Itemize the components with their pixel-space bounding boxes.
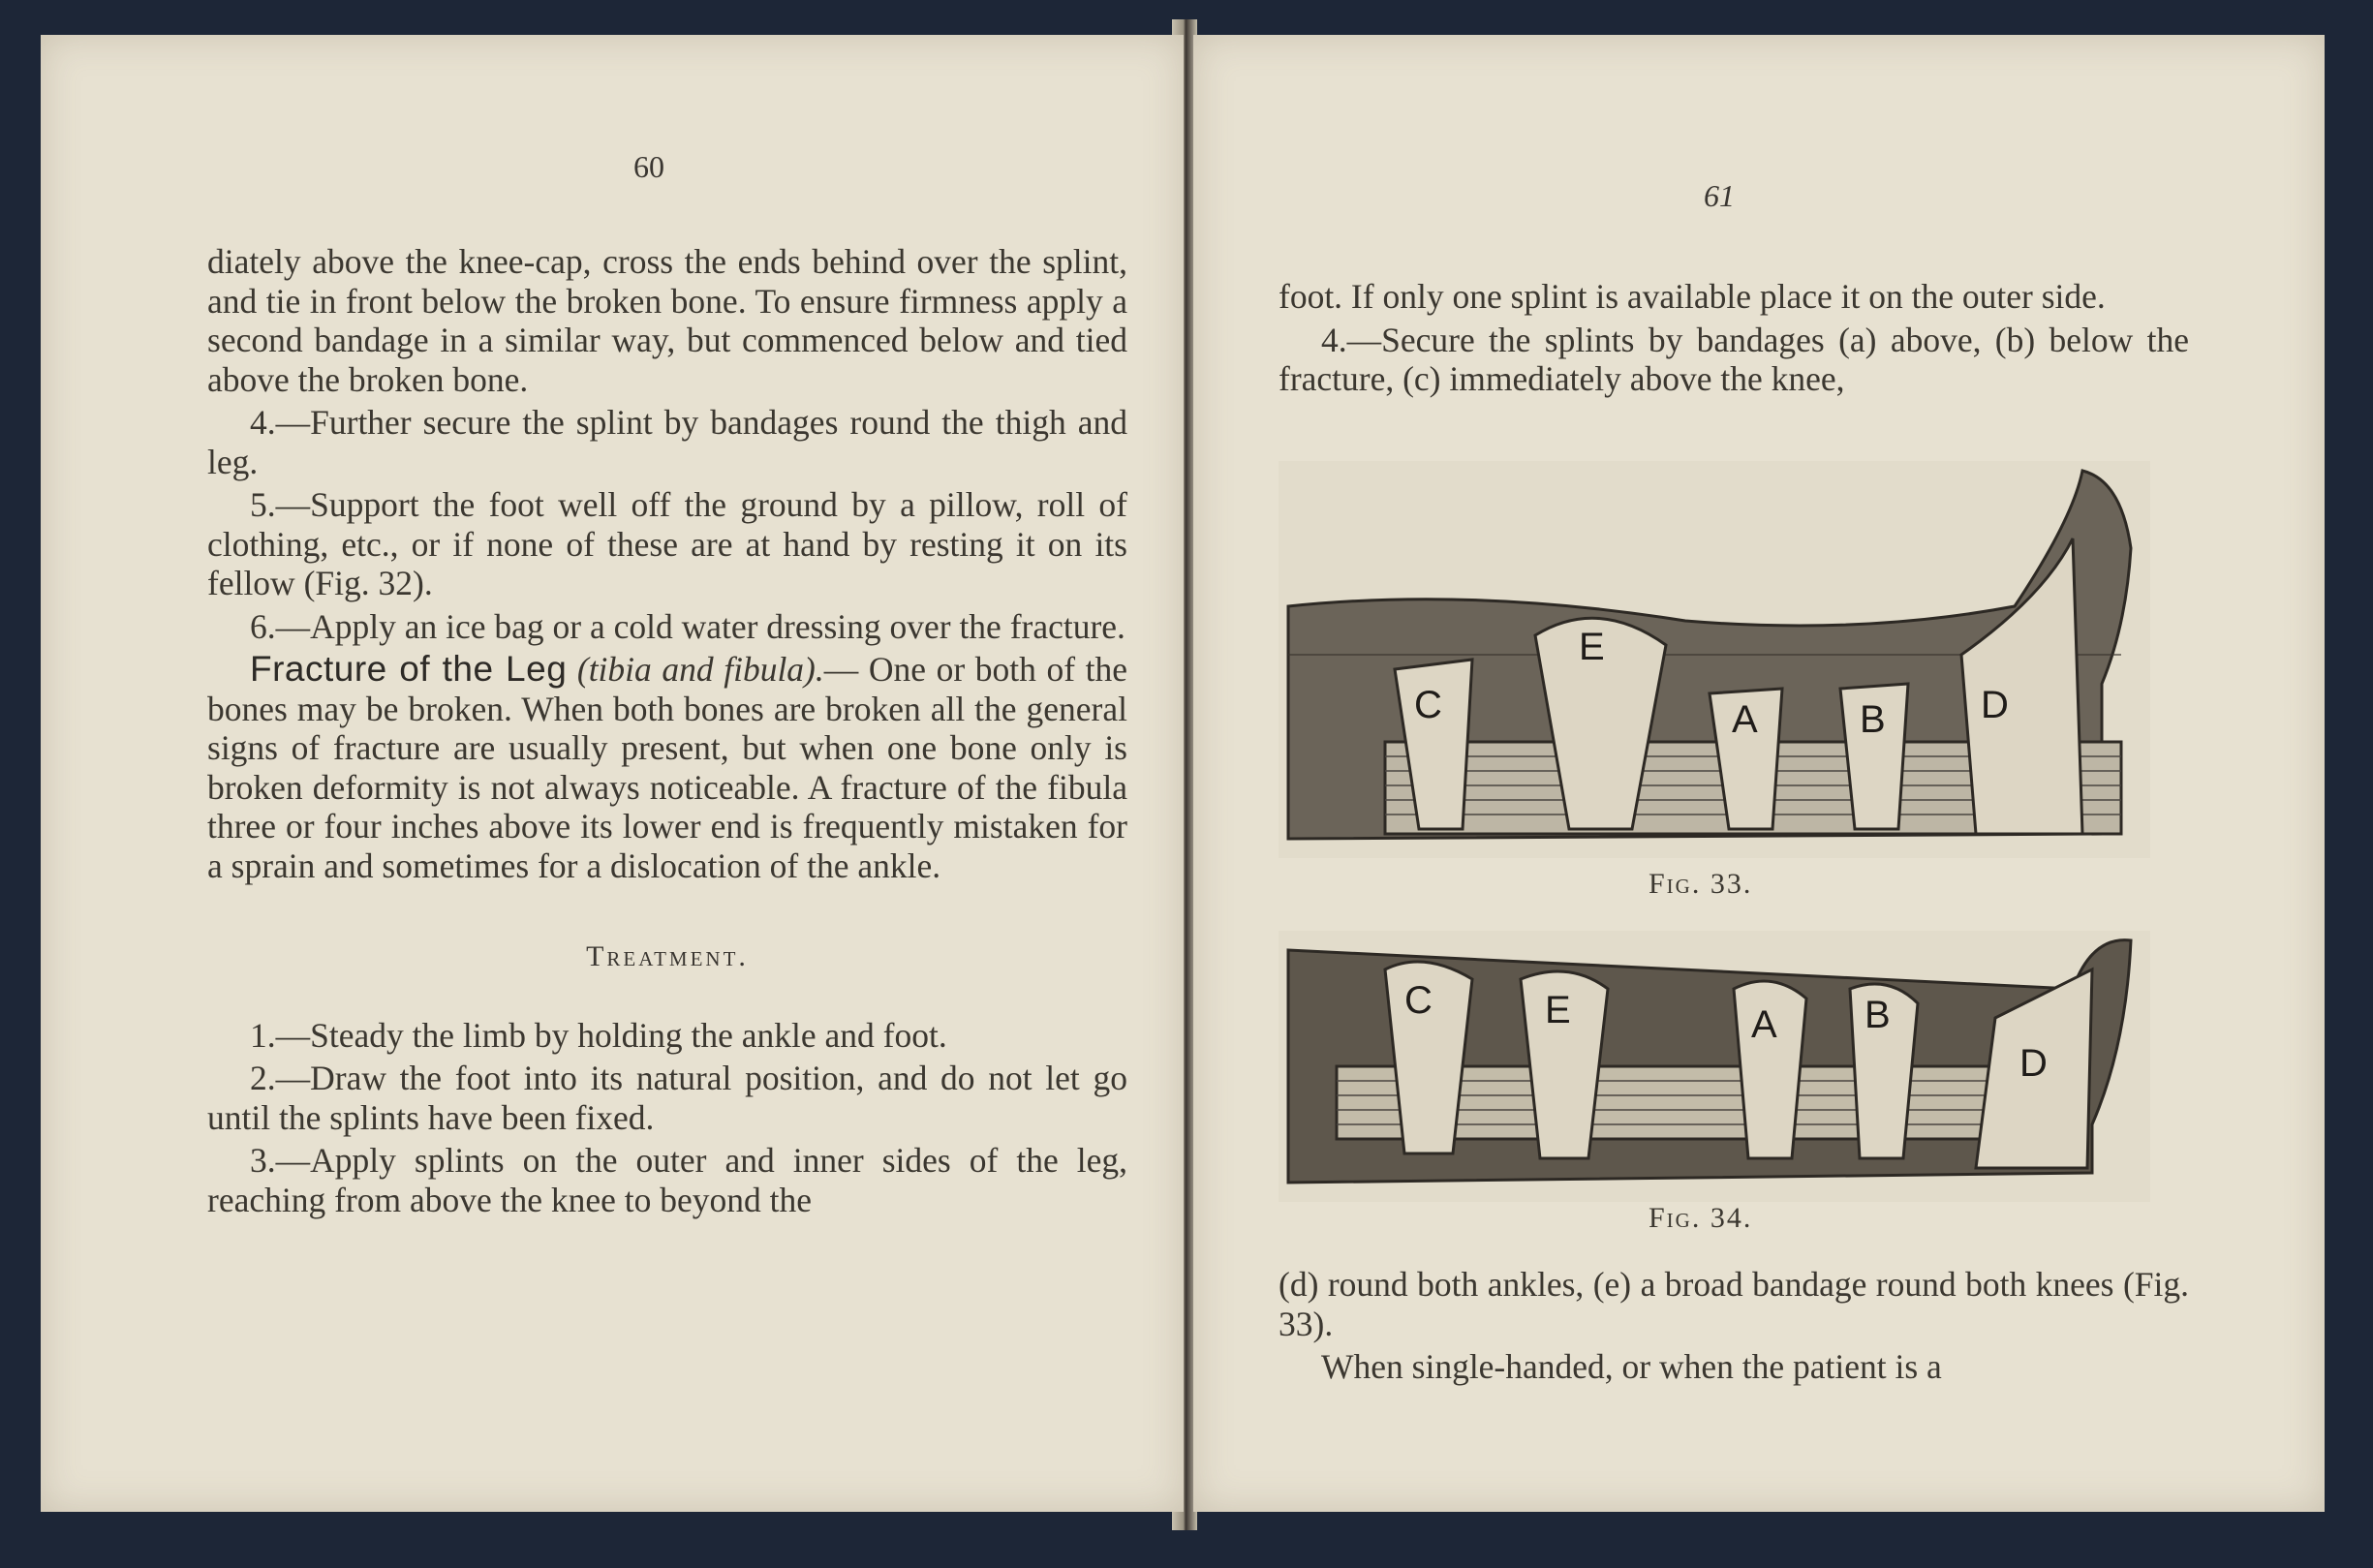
section-heading-italic: (tibia and fibula). [576,650,824,689]
paragraph-foot: foot. If only one splint is available place it on the outer side. [1279,277,2106,316]
figure-33-illustration [1279,461,2150,858]
treatment-step-2: 2.—Draw the foot into its natural position, and do not let go until the splints have been fixed. [207,1059,1127,1137]
fig33-label-d: D [1981,684,2009,726]
paragraph-single-handed: When single-handed, or when the patient is a [1321,1347,1942,1386]
treatment-heading: Treatment. [586,940,749,972]
page-number-right: 61 [1704,178,1735,213]
left-page-text [207,242,1127,1223]
page-number-left: 60 [633,149,664,184]
fig34-label-e: E [1545,989,1571,1031]
right-page-top-text [1279,277,2189,403]
figure-34-illustration [1279,931,2150,1202]
fig34-label-b: B [1864,994,1891,1036]
right-page [1193,35,2325,1512]
section-heading: Fracture of the Leg [250,649,568,689]
fig34-label-a: A [1751,1003,1777,1046]
section-leg-fracture [207,650,1127,885]
right-page-bottom-text [1279,1265,2189,1391]
left-page [41,35,1184,1512]
fig33-label-c: C [1414,684,1442,726]
figure-34-svg [1279,931,2150,1202]
paragraph-step-6: 6.—Apply an ice bag or a cold water dressing over the fracture. [250,606,1125,646]
treatment-step-1: 1.—Steady the limb by holding the ankle and foot. [250,1015,947,1055]
figure-34-caption: Fig. 34. [1649,1202,1753,1234]
fig33-label-e: E [1579,626,1605,668]
fig33-label-a: A [1732,698,1758,741]
paragraph-step-4-splints: 4.—Secure the splints by bandages (a) above, (b) below the fracture, (c) immediately above the knee, [1279,320,2189,398]
paragraph-step-4: 4.—Further secure the splint by bandages round the thigh and leg. [207,403,1127,481]
fig33-label-b: B [1860,698,1886,741]
paragraph-ankles-knees: (d) round both ankles, (e) a broad bandage round both knees (Fig. 33). [1279,1265,2189,1343]
paragraph-continued: diately above the knee-cap, cross the ends behind over the splint, and tie in front below the broken bone. To ensure firmness apply a second bandage in a similar way, but commenced below and tied above the broken bone. [207,242,1127,399]
paragraph-step-5: 5.—Support the foot well off the ground by a pillow, roll of clothing, etc., or if none of these are at hand by resting it on its fellow (Fig. 32). [207,485,1127,602]
section-text: — One or both of the bones may be broken. When both bones are broken all the general signs of fracture are usually present, but when one bone only is broken deformity is not always noticeable. A fracture of the fibula three or four inches above its lower end is frequently mistaken for a sprain and sometimes for a dislocation of the ankle. [207,650,1127,885]
fig34-label-d: D [2019,1042,2048,1085]
figure-33-caption: Fig. 33. [1649,868,1753,900]
figure-33-svg [1279,461,2150,858]
fig34-label-c: C [1404,979,1433,1022]
treatment-step-3: 3.—Apply splints on the outer and inner sides of the leg, reaching from above the knee to beyond the [207,1141,1127,1219]
